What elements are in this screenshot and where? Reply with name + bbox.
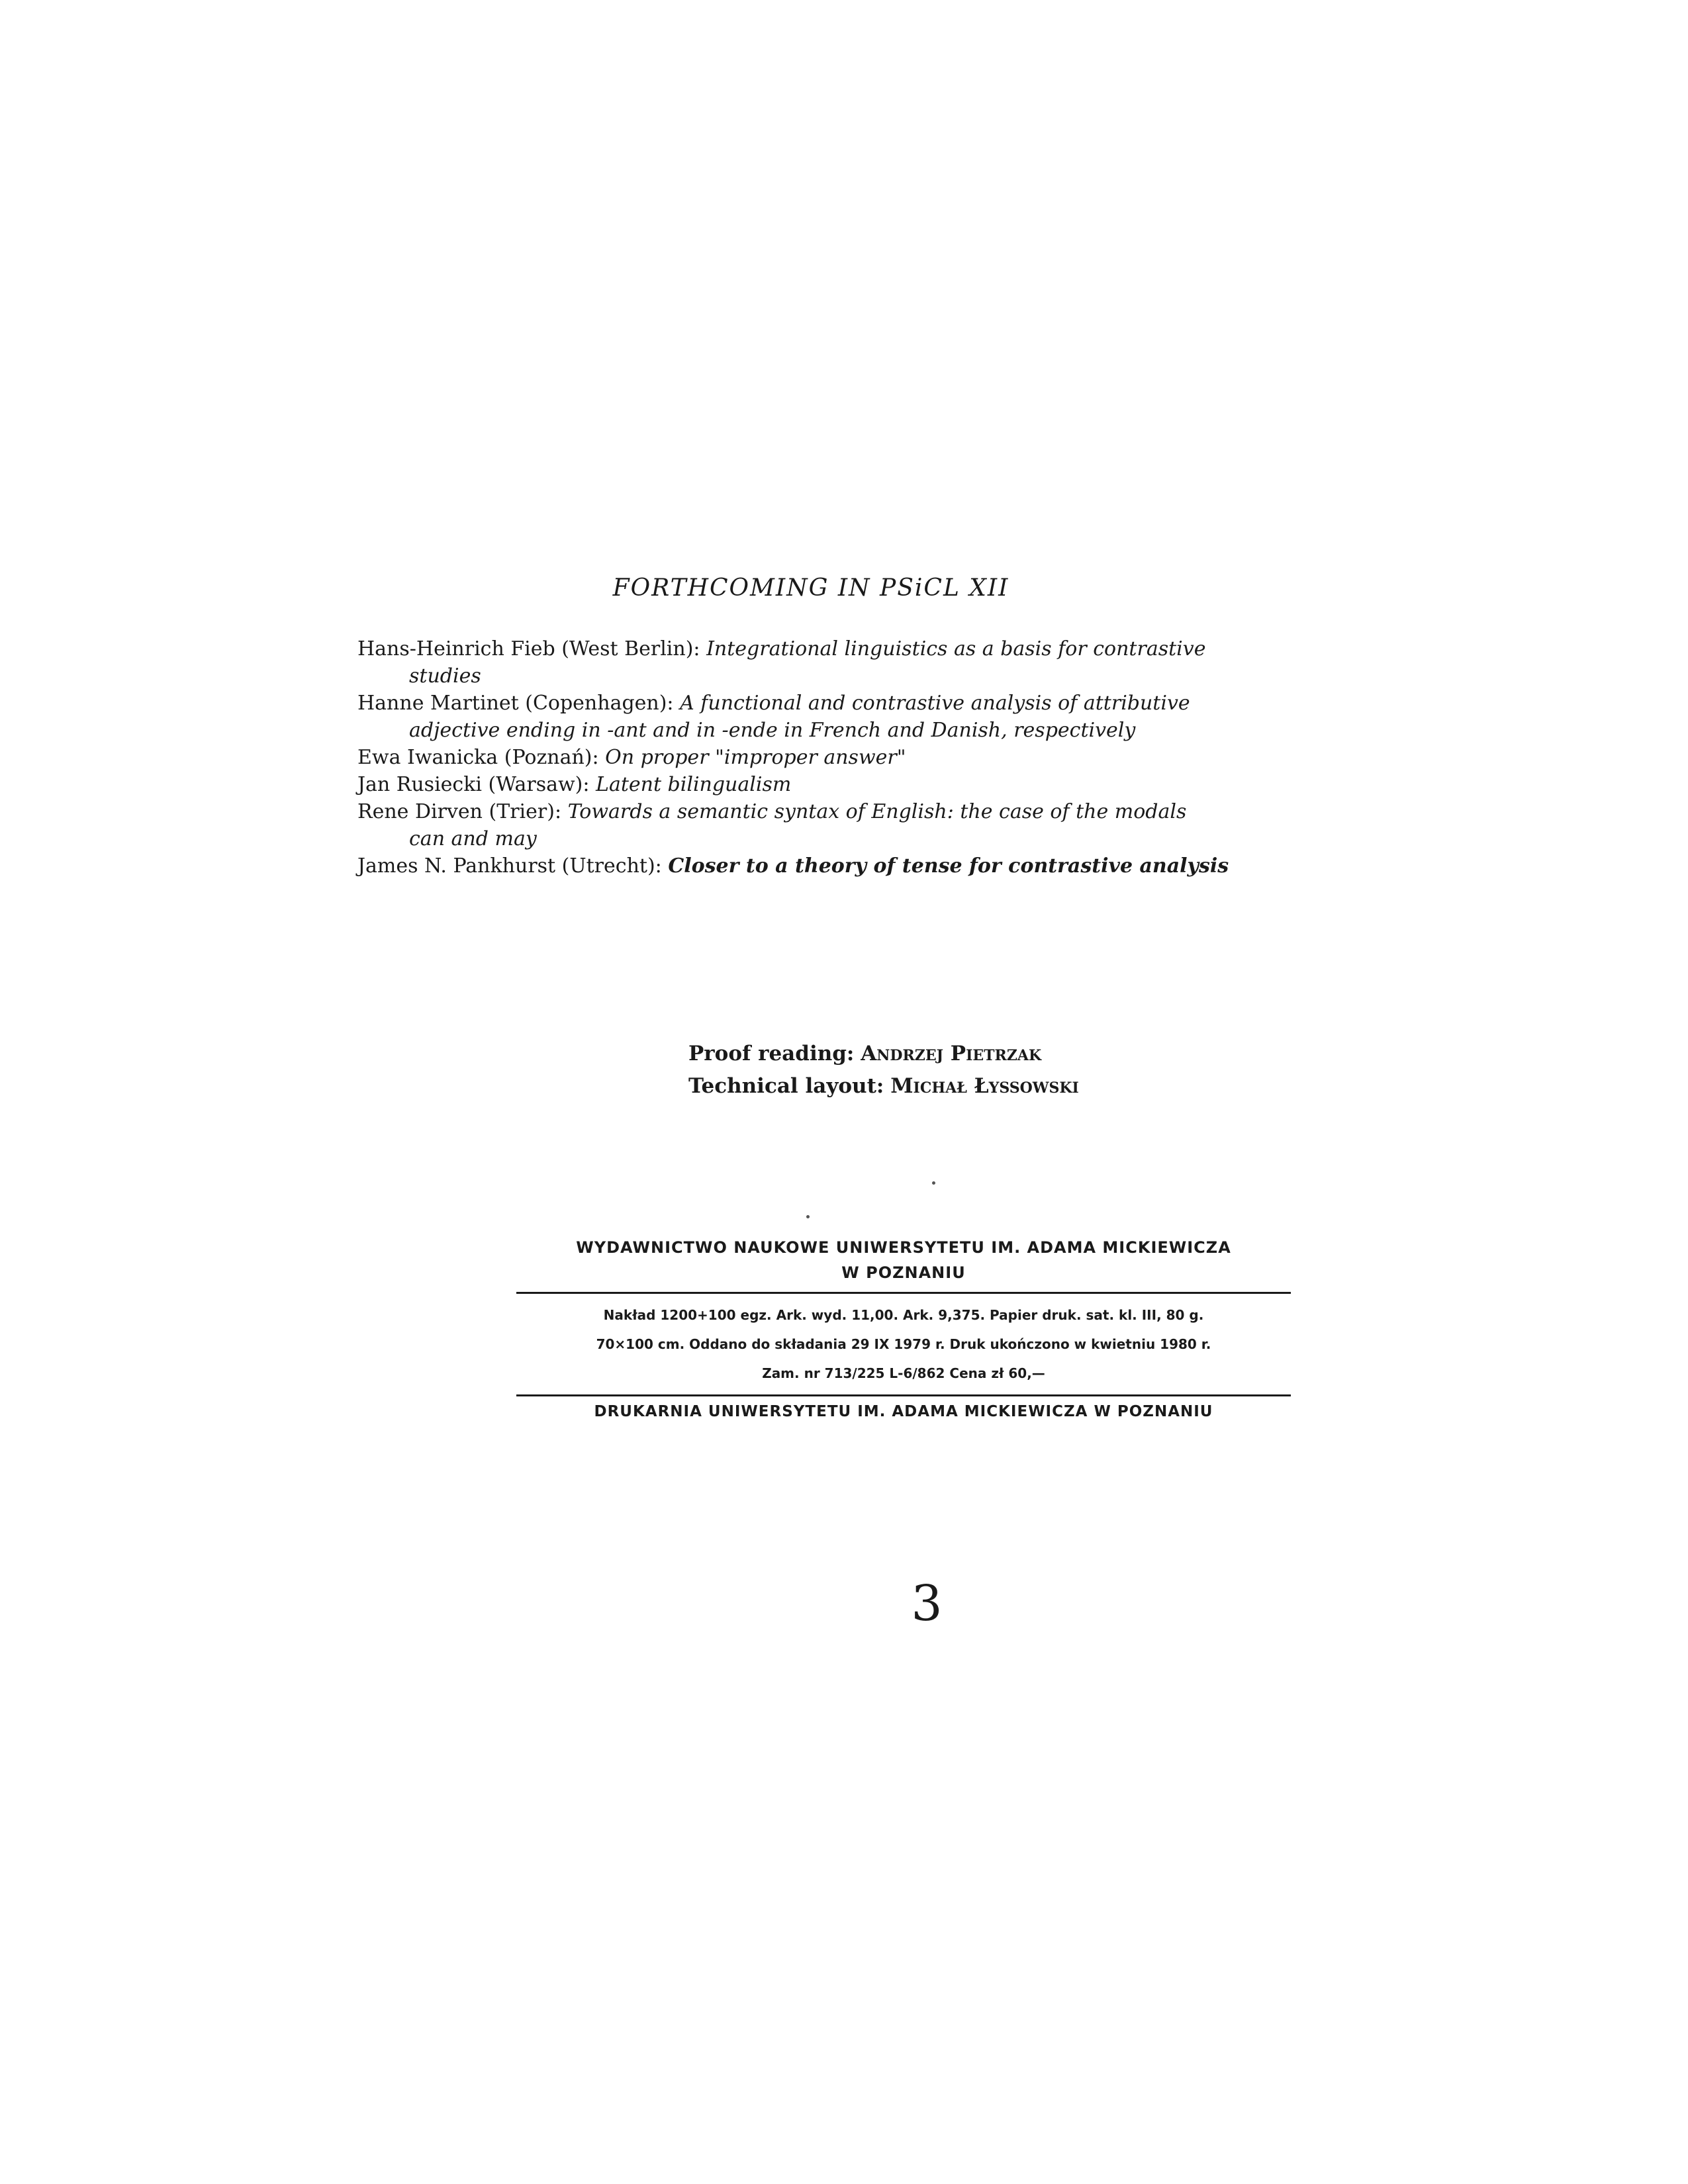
technical-layout-line xyxy=(688,1070,1152,1103)
entry-title: Towards a semantic syntax of English: the case of the modals xyxy=(567,800,1187,823)
technical-layout-name: Michał Łyssowski xyxy=(890,1074,1079,1098)
stray-mark xyxy=(932,1181,935,1185)
proof-reading-line xyxy=(688,1038,1152,1070)
entry-title-continued: can and may xyxy=(409,827,537,850)
list-item xyxy=(357,852,1284,880)
technical-layout-label: Technical layout: xyxy=(688,1074,884,1098)
entry-author: Hanne Martinet (Copenhagen): xyxy=(357,692,674,715)
entry-title-continued: adjective ending in -ant and in -ende in French and Danish, respectively xyxy=(409,719,1136,742)
entry-title-continued: studies xyxy=(409,664,481,688)
divider xyxy=(516,1292,1291,1294)
entry-title: Integrational linguistics as a basis for contrastive xyxy=(706,637,1206,660)
print-details-line: Zam. nr 713/225 L-6/862 Cena zł 60,— xyxy=(762,1365,1045,1381)
proof-reading-name: Andrzej Pietrzak xyxy=(861,1042,1042,1066)
divider xyxy=(516,1394,1291,1396)
list-item xyxy=(357,690,1284,744)
entry-title: Closer to a theory of tense for contrastive analysis xyxy=(668,854,1229,878)
entry-author: James N. Pankhurst (Utrecht): xyxy=(357,854,662,878)
forthcoming-list xyxy=(357,635,1284,880)
list-item xyxy=(357,798,1284,852)
credits-block xyxy=(688,1038,1152,1103)
imprint-block xyxy=(516,1235,1291,1420)
forthcoming-heading: FORTHCOMING IN PSiCL XII xyxy=(612,574,1009,602)
list-item xyxy=(357,771,1284,798)
entry-author: Ewa Iwanicka (Poznań): xyxy=(357,746,599,769)
printer-name: DRUKARNIA UNIWERSYTETU IM. ADAMA MICKIEWICZA W POZNANIU xyxy=(594,1403,1213,1420)
print-details-line: 70×100 cm. Oddano do składania 29 IX 1979 r. Druk ukończono w kwietniu 1980 r. xyxy=(596,1336,1211,1352)
page-number: 3 xyxy=(911,1575,943,1632)
print-details-line: Nakład 1200+100 egz. Ark. wyd. 11,00. Ark. 9,375. Papier druk. sat. kl. III, 80 g. xyxy=(603,1307,1204,1323)
entry-author: Rene Dirven (Trier): xyxy=(357,800,562,823)
proof-reading-label: Proof reading: xyxy=(688,1042,855,1066)
entry-title: Latent bilingualism xyxy=(596,773,792,796)
stray-mark xyxy=(806,1215,810,1218)
entry-title: A functional and contrastive analysis of attributive xyxy=(680,692,1190,715)
entry-author: Hans-Heinrich Fieb (West Berlin): xyxy=(357,637,700,660)
publisher-city: W POZNANIU xyxy=(841,1263,966,1282)
publisher-name: WYDAWNICTWO NAUKOWE UNIWERSYTETU IM. ADAMA MICKIEWICZA xyxy=(576,1238,1231,1257)
list-item xyxy=(357,744,1284,771)
entry-title: On proper "improper answer" xyxy=(605,746,906,769)
list-item xyxy=(357,635,1284,690)
entry-author: Jan Rusiecki (Warsaw): xyxy=(357,773,590,796)
